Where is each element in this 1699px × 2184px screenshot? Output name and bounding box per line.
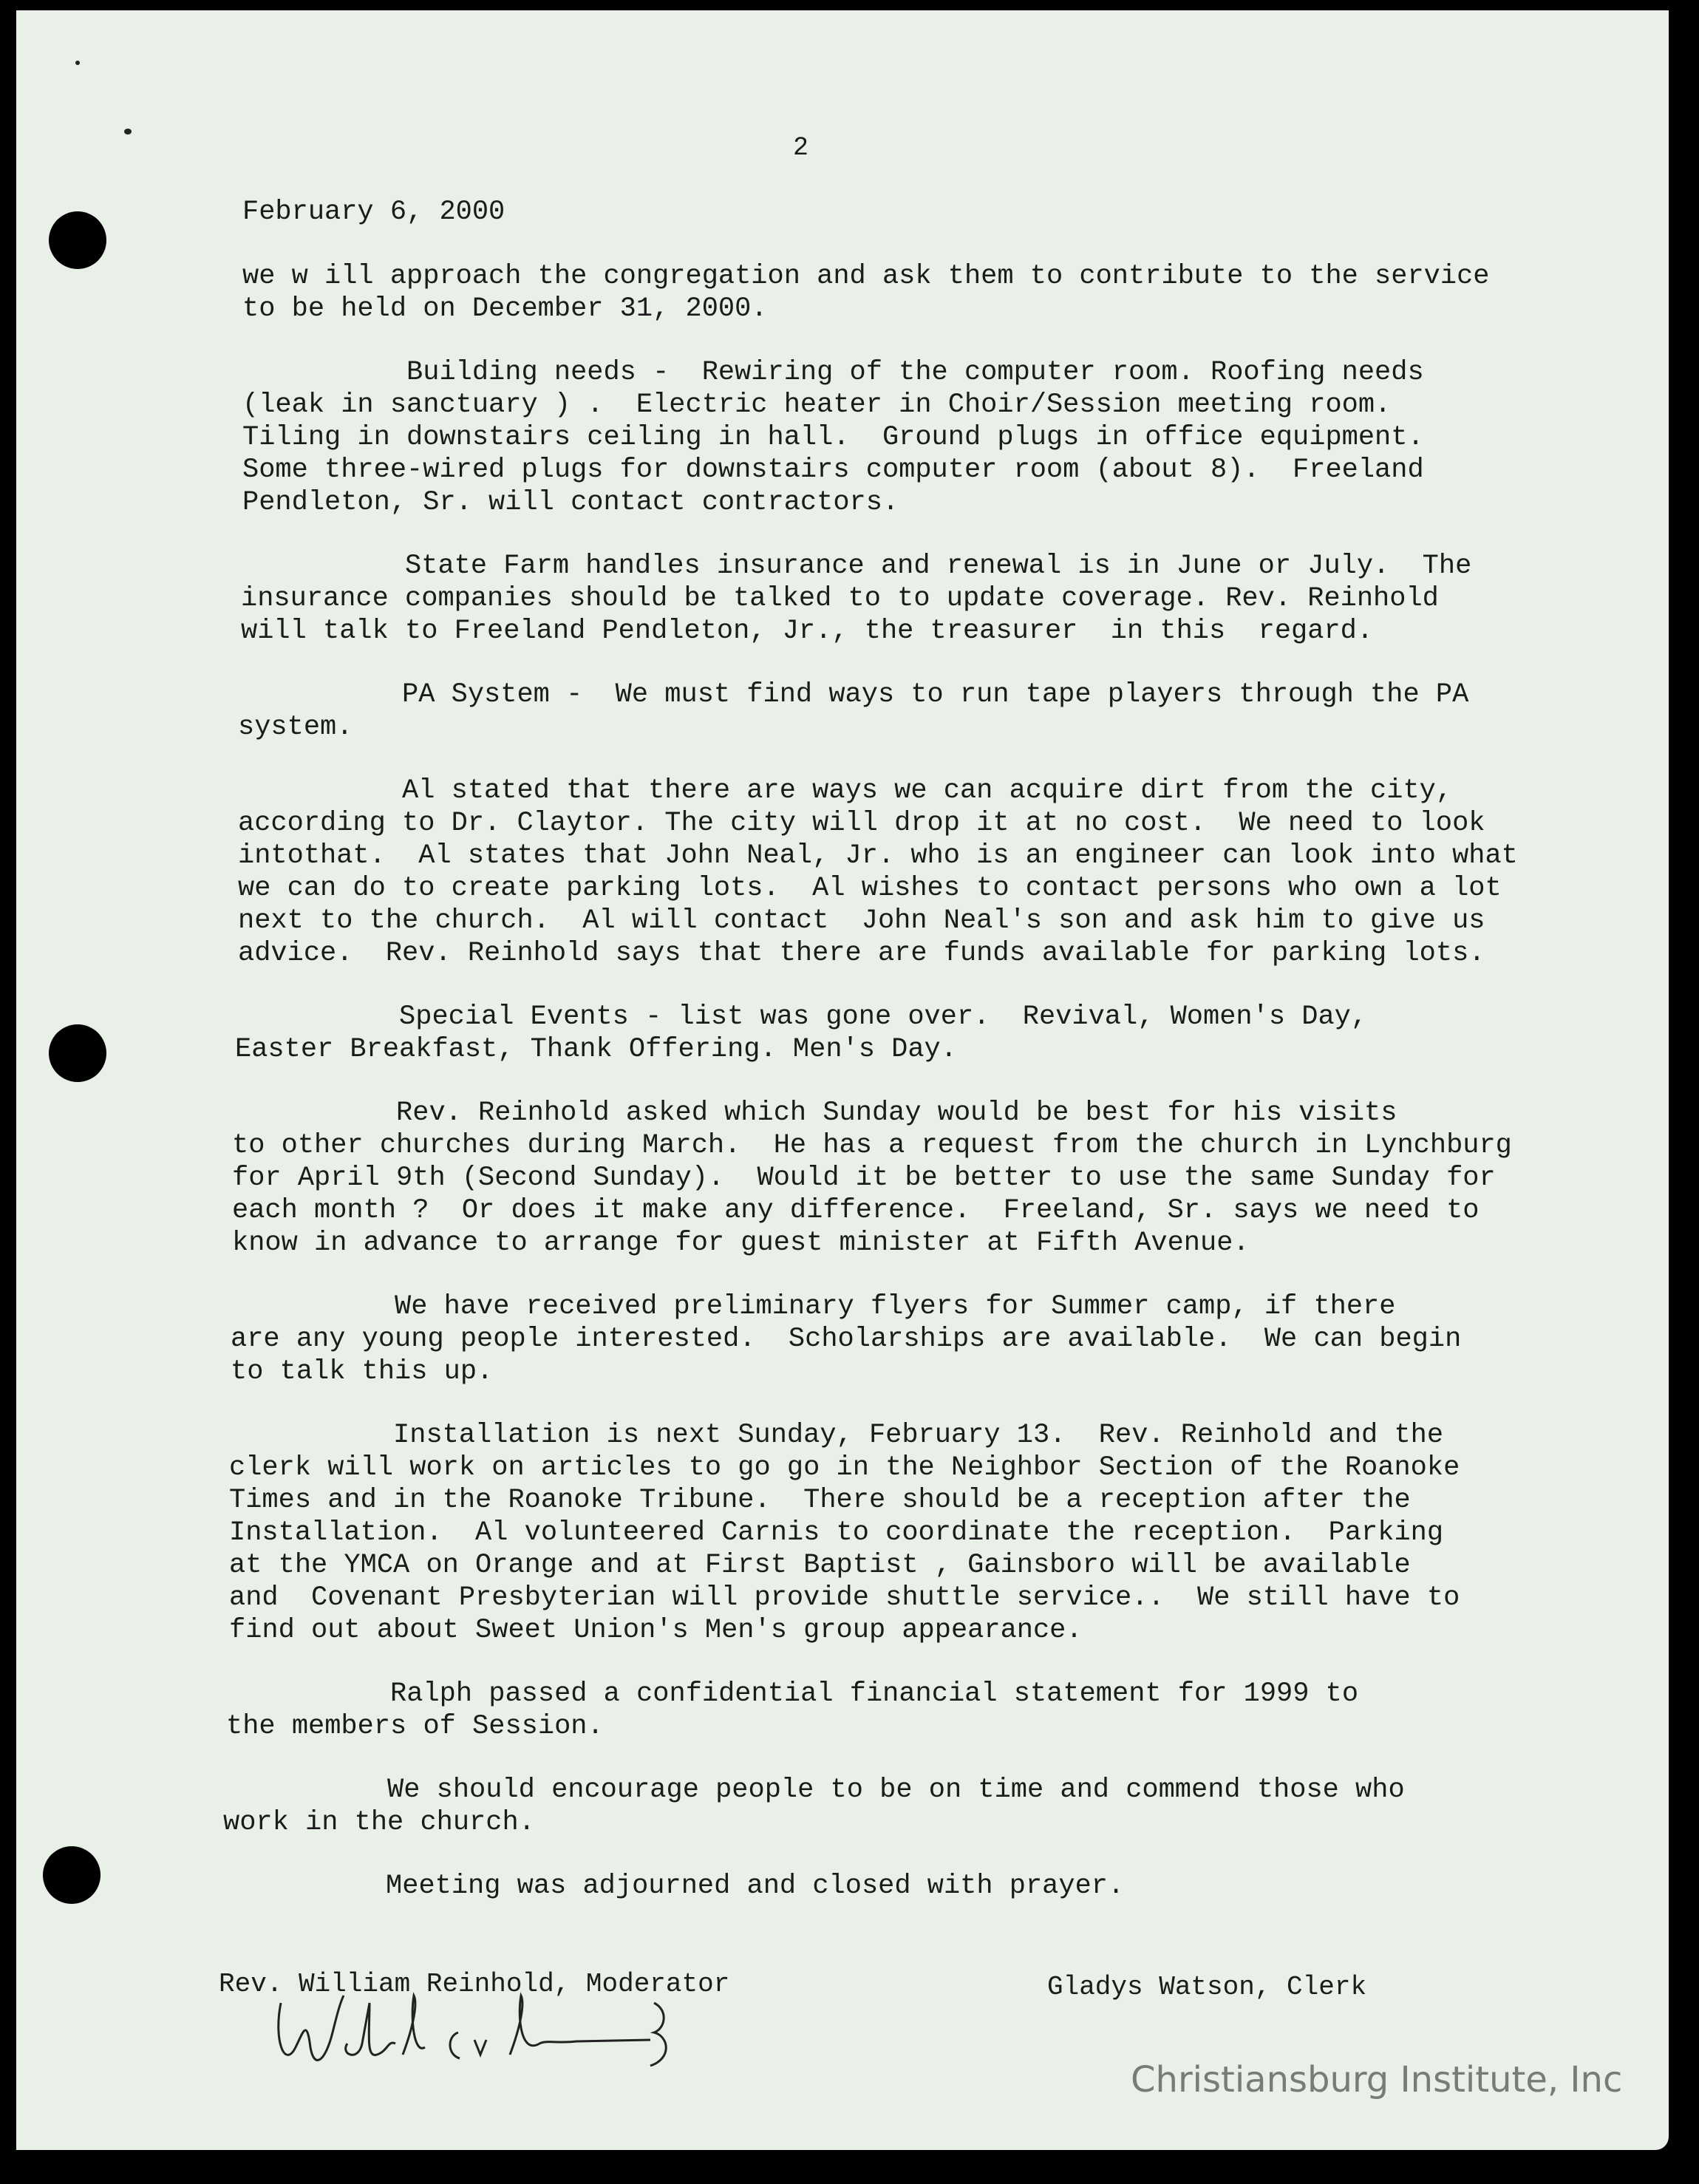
text-line: Installation. Al volunteered Carnis to coordinate the reception. Parking [229,1517,1444,1548]
paragraph [229,1419,1522,1647]
punch-hole-middle [49,1024,106,1082]
text-line: Ralph passed a confidential financial statement for 1999 to [226,1678,1359,1710]
text-line: clerk will work on articles to go go in the Neighbor Section of the Roanoke [229,1452,1460,1483]
handwritten-signature [266,1973,709,2084]
page-number: 2 [793,133,809,163]
text-line: Building needs - Rewiring of the computer room. Roofing needs [242,357,1424,388]
punch-hole-bottom [43,1846,101,1904]
text-line: know in advance to arrange for guest minister at Fifth Avenue. [232,1228,1250,1259]
paragraph [226,1678,1522,1743]
text-line: Some three-wired plugs for downstairs computer room (about 8). Freeland [242,455,1424,486]
paragraph [238,678,1522,744]
paragraph [238,775,1522,970]
text-line: according to Dr. Claytor. The city will drop it at no cost. We need to look [238,808,1485,839]
paragraph [222,1870,1522,1902]
text-line: intothat. Al states that John Neal, Jr. who is an engineer can look into what [238,840,1518,871]
text-line: Tiling in downstairs ceiling in hall. Ground plugs in office equipment. [242,422,1424,453]
text-line: State Farm handles insurance and renewal is in June or July. The [241,551,1472,582]
paragraph [242,356,1522,519]
clerk-signature-line: Gladys Watson, Clerk [1047,1972,1367,2002]
paragraph [231,1290,1522,1388]
text-line: we w ill approach the congregation and ask them to contribute to the service [242,261,1490,292]
text-line: We have received preliminary flyers for Summer camp, if there [231,1291,1396,1322]
text-line: and Covenant Presbyterian will provide shuttle service.. We still have to [229,1582,1460,1613]
text-line: Meeting was adjourned and closed with prayer. [222,1871,1125,1902]
text-line: Special Events - list was gone over. Revival, Women's Day, [235,1001,1368,1033]
text-line: Easter Breakfast, Thank Offering. Men's Day. [235,1034,957,1065]
paragraph [241,550,1522,647]
text-line: to be held on December 31, 2000. [242,293,768,324]
text-line: system. [238,712,353,743]
text-line: find out about Sweet Union's Men's group appearance. [229,1615,1083,1646]
punch-hole-top [49,211,106,269]
text-line: for April 9th (Second Sunday). Would it be better to use the same Sunday for [232,1163,1496,1194]
text-line: Al stated that there are ways we can acquire dirt from the city, [238,775,1453,806]
text-line: the members of Session. [226,1711,604,1742]
ink-speck [75,61,80,65]
text-line: We should encourage people to be on time and commend those who [223,1775,1405,1806]
text-line: advice. Rev. Reinhold says that there are funds available for parking lots. [238,938,1485,969]
moderator-signature-line: Rev. William Reinhold, Moderator [219,1969,730,1999]
paragraph [232,1097,1522,1259]
watermark: Christiansburg Institute, Inc [1131,2059,1623,2100]
text-line: at the YMCA on Orange and at First Baptist , Gainsboro will be available [229,1550,1411,1581]
text-line: next to the church. Al will contact John Neal's son and ask him to give us [238,905,1485,936]
minutes-body [222,260,1522,1933]
text-line: to other churches during March. He has a request from the church in Lynchburg [232,1130,1512,1161]
text-line: insurance companies should be talked to to update coverage. Rev. Reinhold [241,583,1439,614]
text-line: will talk to Freeland Pendleton, Jr., the treasurer in this regard. [241,616,1374,647]
text-line: Pendleton, Sr. will contact contractors. [242,487,899,518]
letter-date: February 6, 2000 [242,197,505,228]
ink-speck [124,129,132,135]
paragraph [235,1001,1522,1066]
text-line: PA System - We must find ways to run tape players through the PA [238,679,1469,710]
text-line: each month ? Or does it make any difference. Freeland, Sr. says we need to [232,1195,1480,1226]
text-line: (leak in sanctuary ) . Electric heater in Choir/Session meeting room. [242,389,1392,421]
text-line: are any young people interested. Scholarships are available. We can begin [231,1324,1462,1355]
text-line: Rev. Reinhold asked which Sunday would be best for his visits [232,1098,1397,1129]
text-line: we can do to create parking lots. Al wishes to contact persons who own a lot [238,873,1502,904]
text-line: Installation is next Sunday, February 13. Rev. Reinhold and the [229,1420,1444,1451]
text-line: Times and in the Roanoke Tribune. There should be a reception after the [229,1485,1411,1516]
paragraph [242,260,1522,325]
text-line: work in the church. [223,1807,535,1838]
text-line: to talk this up. [231,1356,494,1387]
paragraph [223,1774,1522,1839]
